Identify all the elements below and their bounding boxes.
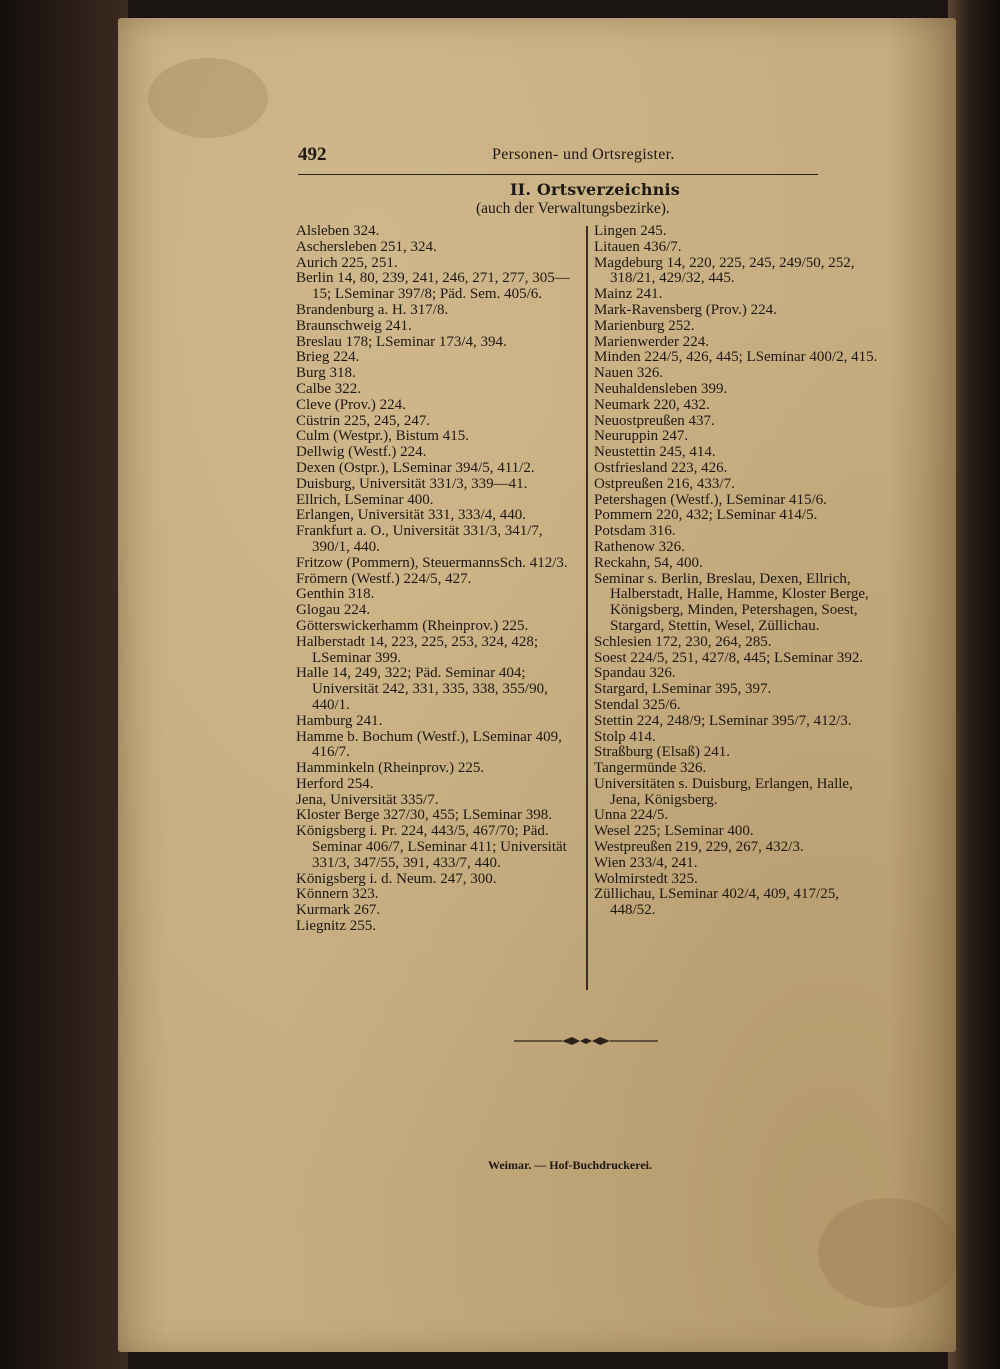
index-entry: Halberstadt 14, 223, 225, 253, 324, 428; LSeminar 399. <box>296 633 539 666</box>
index-entry: Frankfurt a. O., Universität 331/3, 341/7, 390/1, 440. <box>296 523 543 555</box>
book-page <box>118 18 956 1352</box>
index-entry: Frömern (Westf.) 224/5, 427. <box>296 570 472 587</box>
index-entry: Ellrich, LSeminar 400. <box>296 491 434 508</box>
index-entry: Neuostpreußen 437. <box>594 412 715 429</box>
index-entry: Neustettin 245, 414. <box>594 444 716 461</box>
index-entry: Halle 14, 249, 322; Päd. Seminar 404; Universität 242, 331, 335, 338, 355/90, 440/1. <box>296 665 548 713</box>
index-entry: Fritzow (Pommern), SteuermannsSch. 412/3. <box>296 554 568 571</box>
section-title: II. Ortsverzeichnis <box>510 180 681 199</box>
index-entry: Tangermünde 326. <box>594 760 707 777</box>
index-entry: Stargard, LSeminar 395, 397. <box>594 681 772 698</box>
index-entry: Mainz 241. <box>594 286 663 303</box>
index-entry: Berlin 14, 80, 239, 241, 246, 271, 277, 305—15; LSeminar 397/8; Päd. Sem. 405/6. <box>296 270 570 303</box>
index-entry: Magdeburg 14, 220, 225, 245, 249/50, 252, 318/21, 429/32, 445. <box>594 254 855 287</box>
index-entry: Königsberg i. Pr. 224, 443/5, 467/70; Päd. Seminar 406/7, LSeminar 411; Universität 331/3, 347/55, 391, 433/7, 440. <box>296 823 567 871</box>
section-subtitle: (auch der Verwaltungsbezirke). <box>476 200 670 217</box>
index-column-right <box>594 224 886 919</box>
index-entry: Glogau 224. <box>296 602 371 619</box>
index-entry: Brieg 224. <box>296 349 360 366</box>
index-entry: Neuhaldensleben 399. <box>594 380 728 397</box>
index-entry: Soest 224/5, 251, 427/8, 445; LSeminar 392. <box>594 649 864 666</box>
index-entry: Ostfriesland 223, 426. <box>594 459 728 476</box>
running-header <box>298 140 818 175</box>
index-entry: Potsdam 316. <box>594 523 676 540</box>
index-entry: Lingen 245. <box>594 223 667 239</box>
index-entry: Neumark 220, 432. <box>594 396 710 413</box>
book-cover-left <box>0 0 128 1369</box>
column-divider <box>586 226 588 990</box>
index-entry: Spandau 326. <box>594 665 676 682</box>
index-entry: Wesel 225; LSeminar 400. <box>594 823 754 840</box>
index-entry: Litauen 436/7. <box>594 238 682 255</box>
index-entry: Aurich 225, 251. <box>296 254 398 271</box>
index-entry: Kurmark 267. <box>296 902 381 919</box>
printer-imprint: Weimar. — Hof-Buchdruckerei. <box>488 1158 652 1172</box>
index-entry: Mark-Ravensberg (Prov.) 224. <box>594 301 777 318</box>
index-entry: Cüstrin 225, 245, 247. <box>296 412 431 429</box>
index-entry: Kloster Berge 327/30, 455; LSeminar 398. <box>296 807 552 824</box>
index-entry: Genthin 318. <box>296 586 375 603</box>
index-entry: Calbe 322. <box>296 380 361 397</box>
index-entry: Cleve (Prov.) 224. <box>296 396 406 413</box>
page-number: 492 <box>298 144 327 165</box>
index-entry: Reckahn, 54, 400. <box>594 554 703 571</box>
index-entry: Marienburg 252. <box>594 317 695 334</box>
index-entry: Brandenburg a. H. 317/8. <box>296 301 449 318</box>
index-entry: Neuruppin 247. <box>594 428 689 445</box>
index-entry: Straßburg (Elsaß) 241. <box>594 744 730 761</box>
index-entry: Stettin 224, 248/9; LSeminar 395/7, 412/3. <box>594 712 852 729</box>
index-entry: Nauen 326. <box>594 365 664 382</box>
index-entry: Dexen (Ostpr.), LSeminar 394/5, 411/2. <box>296 459 535 476</box>
end-ornament <box>514 1034 658 1048</box>
index-entry: Rathenow 326. <box>594 538 685 555</box>
index-entry: Braunschweig 241. <box>296 317 412 334</box>
index-entry: Schlesien 172, 230, 264, 285. <box>594 633 772 650</box>
index-entry: Petershagen (Westf.), LSeminar 415/6. <box>594 491 827 508</box>
index-entry: Unna 224/5. <box>594 807 669 824</box>
index-entry: Burg 318. <box>296 365 356 382</box>
index-entry: Könnern 323. <box>296 886 379 903</box>
index-entry: Hamburg 241. <box>296 712 383 729</box>
index-entry: Liegnitz 255. <box>296 918 376 935</box>
running-title: Personen- und Ortsregister. <box>492 146 675 163</box>
index-entry: Hamminkeln (Rheinprov.) 225. <box>296 760 485 777</box>
index-entry: Wien 233/4, 241. <box>594 854 698 871</box>
index-entry: Jena, Universität 335/7. <box>296 791 439 808</box>
index-entry: Ostpreußen 216, 433/7. <box>594 475 735 492</box>
index-entry: Aschersleben 251, 324. <box>296 238 437 255</box>
index-entry: Universitäten s. Duisburg, Erlangen, Halle, Jena, Königsberg. <box>594 775 853 808</box>
index-entry: Pommern 220, 432; LSeminar 414/5. <box>594 507 818 524</box>
index-entry: Götterswickerhamm (Rheinprov.) 225. <box>296 617 529 634</box>
index-entry: Alsleben 324. <box>296 223 380 239</box>
paper-stain <box>818 1198 956 1308</box>
index-entry: Wolmirstedt 325. <box>594 870 698 887</box>
index-entry: Stolp 414. <box>594 728 656 745</box>
index-entry: Marienwerder 224. <box>594 333 709 350</box>
index-entry: Erlangen, Universität 331, 333/4, 440. <box>296 507 526 524</box>
index-entry: Hamme b. Bochum (Westf.), LSeminar 409, 416/7. <box>296 728 562 761</box>
index-entry: Stendal 325/6. <box>594 696 681 713</box>
index-entry: Seminar s. Berlin, Breslau, Dexen, Ellrich, Halberstadt, Halle, Hamme, Kloster Berge, Königsberg, Minden, Petershagen, Soest, Stargard, Stettin, Wesel, Züllichau. <box>594 570 869 634</box>
index-entry: Breslau 178; LSeminar 173/4, 394. <box>296 333 507 350</box>
index-entry: Duisburg, Universität 331/3, 339—41. <box>296 475 528 492</box>
index-entry: Minden 224/5, 426, 445; LSeminar 400/2, 415. <box>594 349 878 366</box>
index-entry: Herford 254. <box>296 775 374 792</box>
index-entry: Züllichau, LSeminar 402/4, 409, 417/25, 448/52. <box>594 886 839 919</box>
paper-stain <box>148 58 268 138</box>
index-column-left <box>296 224 584 935</box>
index-entry: Culm (Westpr.), Bistum 415. <box>296 428 469 445</box>
index-entry: Dellwig (Westf.) 224. <box>296 444 427 461</box>
index-entry: Westpreußen 219, 229, 267, 432/3. <box>594 839 804 856</box>
index-entry: Königsberg i. d. Neum. 247, 300. <box>296 870 497 887</box>
